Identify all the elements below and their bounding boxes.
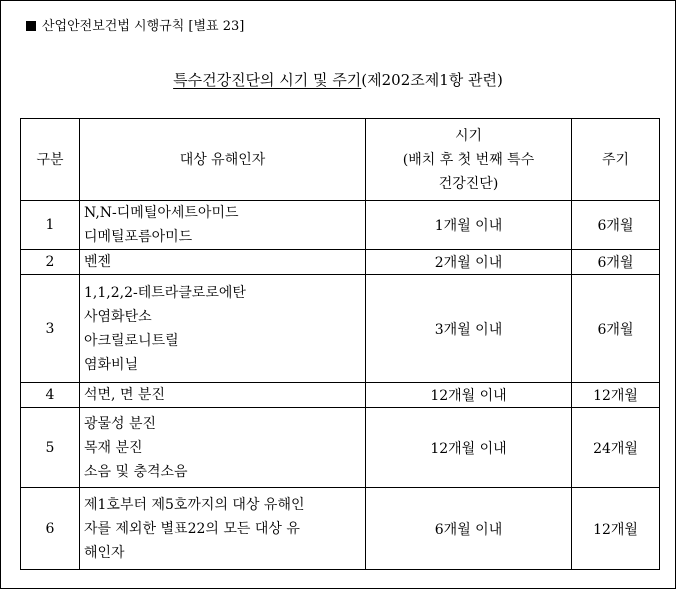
- row-factors: [80, 201, 366, 250]
- table-header-row: [21, 119, 660, 201]
- row-factors: [80, 275, 366, 383]
- row-timing: 3개월 이내: [366, 275, 572, 383]
- row-factors: [80, 408, 366, 488]
- document-header: [26, 15, 244, 34]
- row-timing: 12개월 이내: [366, 408, 572, 488]
- row-cycle: 6개월: [572, 250, 660, 275]
- row-cycle: 12개월: [572, 488, 660, 570]
- row-number: 5: [21, 408, 80, 488]
- row-timing: 6개월 이내: [366, 488, 572, 570]
- factor-line: 아크릴로니트릴: [84, 332, 179, 349]
- factor-line: 벤젠: [84, 254, 112, 270]
- header-cycle: 주기: [572, 119, 660, 201]
- factor-line: 광물성 분진: [84, 415, 157, 432]
- factor-line: N,N-디메틸아세트아미드: [84, 205, 239, 221]
- header-timing-line: 시기: [454, 127, 483, 144]
- header-timing-line: (배치 후 첫 번째 특수: [402, 151, 535, 168]
- factor-line: 제1호부터 제5호까지의 대상 유해인: [84, 496, 305, 513]
- factor-line: 사염화탄소: [84, 308, 152, 325]
- row-cycle: 6개월: [572, 275, 660, 383]
- row-number: 6: [21, 488, 80, 570]
- header-timing-line: 건강진단): [438, 175, 499, 192]
- factor-line: 1,1,2,2-테트라클로로에탄: [84, 284, 246, 301]
- factor-line: 디메틸포름아미드: [84, 229, 193, 245]
- factor-line: 석면, 면 분진: [84, 387, 165, 403]
- header-hazard-factor: 대상 유해인자: [80, 119, 366, 201]
- row-cycle: 6개월: [572, 201, 660, 250]
- title-reference: (제202조제1항 관련): [361, 71, 503, 89]
- row-timing: 2개월 이내: [366, 250, 572, 275]
- row-number: 4: [21, 383, 80, 408]
- title-main: 특수건강진단의 시기 및 주기: [173, 71, 362, 89]
- schedule-table: [20, 118, 660, 570]
- row-cycle: 24개월: [572, 408, 660, 488]
- table-row: [21, 201, 660, 250]
- factor-line: 자를 제외한 별표22의 모든 대상 유: [84, 520, 300, 537]
- row-factors: [80, 488, 366, 570]
- black-square-icon: [26, 21, 36, 31]
- table-row: [21, 488, 660, 570]
- factor-line: 염화비닐: [84, 356, 139, 373]
- row-timing: 1개월 이내: [366, 201, 572, 250]
- row-factors: [80, 250, 366, 275]
- factor-line: 해인자: [84, 544, 125, 561]
- header-text: 산업안전보건법 시행규칙 [별표 23]: [42, 19, 245, 34]
- factor-line: 소음 및 충격소음: [84, 463, 188, 480]
- table-row: [21, 408, 660, 488]
- table-row: [21, 275, 660, 383]
- row-number: 1: [21, 201, 80, 250]
- header-category: 구분: [21, 119, 80, 201]
- document-title: [1, 69, 675, 90]
- row-factors: [80, 383, 366, 408]
- header-timing: [366, 119, 572, 201]
- factor-line: 목재 분진: [84, 439, 143, 456]
- table-row: [21, 383, 660, 408]
- row-cycle: 12개월: [572, 383, 660, 408]
- row-number: 2: [21, 250, 80, 275]
- table-row: [21, 250, 660, 275]
- row-number: 3: [21, 275, 80, 383]
- row-timing: 12개월 이내: [366, 383, 572, 408]
